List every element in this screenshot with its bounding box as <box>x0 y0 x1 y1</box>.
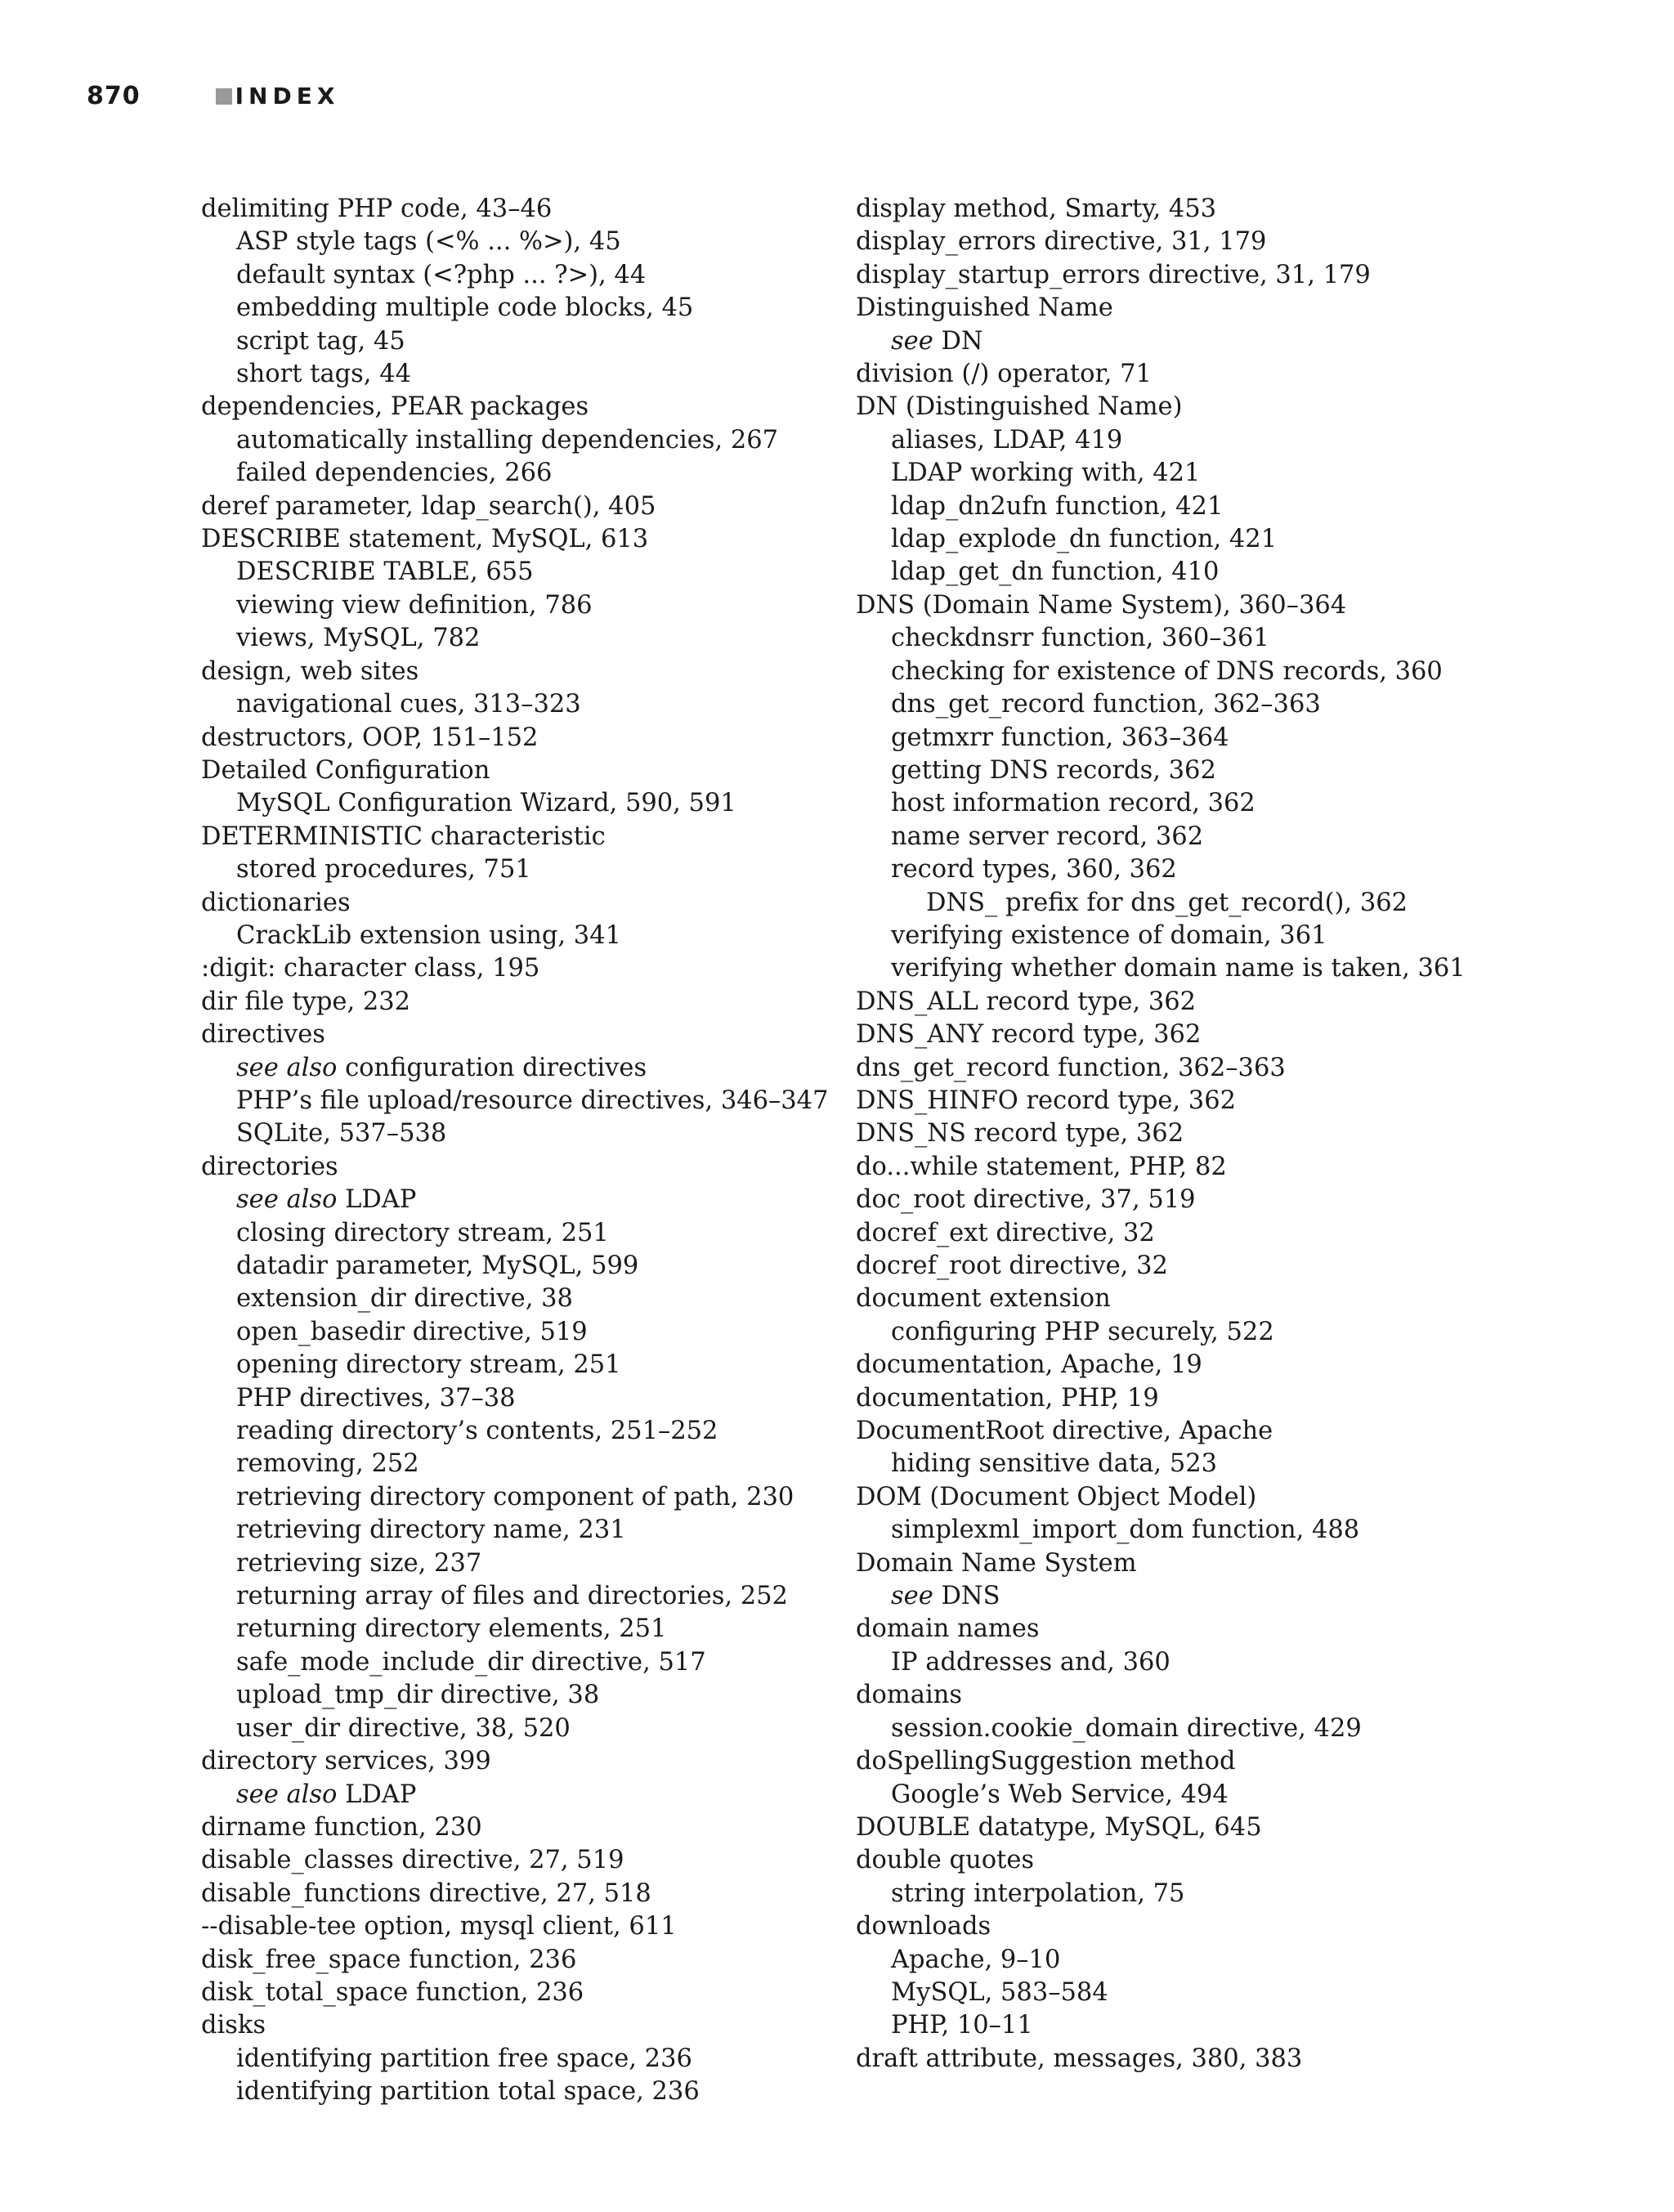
index-entry <box>201 490 863 523</box>
entry-text: destructors, OOP, 151–152 <box>201 723 539 752</box>
entry-text: simplexml_import_dom function, 488 <box>891 1516 1360 1545</box>
entry-text: session.cookie_domain directive, 429 <box>891 1713 1362 1743</box>
index-subentry <box>201 2043 863 2075</box>
entry-text: doc_root directive, 37, 519 <box>856 1185 1196 1215</box>
entry-text: Detailed Configuration <box>201 755 490 785</box>
entry-text: LDAP <box>337 1185 417 1215</box>
index-entry <box>201 952 863 985</box>
entry-text: do...while statement, PHP, 82 <box>856 1152 1227 1181</box>
index-entry <box>201 821 863 853</box>
index-subentry <box>201 259 863 292</box>
entry-text: getting DNS records, 362 <box>891 755 1216 785</box>
entry-text: LDAP working with, 421 <box>891 459 1201 488</box>
entry-text: display_errors directive, 31, 179 <box>856 227 1267 257</box>
entry-text: ldap_dn2ufn function, 421 <box>891 491 1224 521</box>
entry-text: delimiting PHP code, 43–46 <box>201 195 553 223</box>
entry-text: retrieving directory component of path, 230 <box>236 1482 794 1511</box>
index-subentry <box>201 853 863 886</box>
index-subentry <box>201 1052 863 1085</box>
index-entry <box>856 2043 1518 2075</box>
index-entry <box>201 1878 863 1910</box>
entry-text: string interpolation, 75 <box>891 1878 1185 1908</box>
entry-text: ldap_get_dn function, 410 <box>891 557 1220 587</box>
index-entry <box>856 1019 1518 1051</box>
index-subentry <box>201 2075 863 2108</box>
index-subentry <box>856 787 1518 820</box>
index-entry <box>201 193 863 226</box>
entry-text: returning directory elements, 251 <box>236 1614 667 1644</box>
index-entry <box>201 1977 863 2009</box>
entry-text: docref_root directive, 32 <box>856 1252 1168 1280</box>
index-subentry <box>856 1316 1518 1349</box>
index-subentry <box>856 688 1518 721</box>
index-subentry <box>856 457 1518 490</box>
index-subentry <box>201 1415 863 1448</box>
entry-text: short tags, 44 <box>236 360 412 389</box>
index-subentry <box>201 622 863 655</box>
index-entry <box>201 1844 863 1877</box>
entry-text: DNS_ANY record type, 362 <box>856 1020 1202 1050</box>
index-subentry <box>856 1779 1518 1811</box>
entry-text: dns_get_record function, 362–363 <box>891 690 1321 719</box>
entry-text: DNS_NS record type, 362 <box>856 1119 1184 1149</box>
entry-text: embedding multiple code blocks, 45 <box>236 293 694 323</box>
index-subentry <box>856 622 1518 655</box>
index-subentry <box>201 1448 863 1480</box>
index-subentry <box>201 920 863 952</box>
index-subentry <box>856 1977 1518 2009</box>
index-entry <box>201 1019 863 1051</box>
entry-text: PHP’s file upload/resource directives, 346–347 <box>236 1086 829 1115</box>
index-entry <box>856 1745 1518 1778</box>
index-entry <box>856 1250 1518 1283</box>
index-subentry <box>201 1646 863 1679</box>
index-subentry <box>856 920 1518 952</box>
index-subentry <box>856 424 1518 457</box>
entry-text: MySQL Configuration Wizard, 590, 591 <box>236 789 736 818</box>
index-subentry <box>856 887 1518 920</box>
entry-text: dns_get_record function, 362–363 <box>856 1053 1286 1082</box>
index-entry <box>201 887 863 920</box>
entry-text: Google’s Web Service, 494 <box>891 1780 1229 1809</box>
index-subentry <box>856 2009 1518 2042</box>
page-number: 870 <box>87 82 141 110</box>
index-entry <box>856 391 1518 423</box>
entry-text: disable_functions directive, 27, 518 <box>201 1878 651 1908</box>
entry-text: automatically installing dependencies, 267 <box>236 425 779 454</box>
index-entry <box>856 1613 1518 1646</box>
index-entry <box>856 1349 1518 1381</box>
entry-text: Apache, 9–10 <box>891 1945 1061 1974</box>
index-subentry <box>201 1779 863 1811</box>
entry-text: Domain Name System <box>856 1548 1137 1578</box>
entry-text: verifying existence of domain, 361 <box>891 920 1327 950</box>
index-column-left <box>201 193 863 2109</box>
index-entry <box>201 1811 863 1844</box>
index-subentry <box>201 1250 863 1283</box>
index-entry <box>856 1547 1518 1580</box>
index-subentry <box>201 1547 863 1580</box>
index-subentry <box>856 490 1518 523</box>
entry-text: removing, 252 <box>236 1449 419 1479</box>
entry-text: opening directory stream, 251 <box>236 1350 621 1380</box>
entry-text: Distinguished Name <box>856 293 1113 323</box>
entry-text: directory services, 399 <box>201 1747 491 1776</box>
index-entry <box>856 1117 1518 1150</box>
index-entry <box>201 2009 863 2042</box>
entry-text: dependencies, PEAR packages <box>201 392 589 422</box>
index-subentry <box>856 1944 1518 1977</box>
entry-text: documentation, Apache, 19 <box>856 1350 1202 1380</box>
entry-text: datadir parameter, MySQL, 599 <box>236 1252 639 1280</box>
index-entry <box>856 1481 1518 1514</box>
index-entry <box>856 1844 1518 1877</box>
entry-text: LDAP <box>337 1780 417 1809</box>
index-subentry <box>201 589 863 622</box>
entry-text: downloads <box>856 1912 991 1941</box>
index-subentry <box>201 1184 863 1216</box>
index-entry <box>201 1944 863 1977</box>
index-entry <box>856 1184 1518 1216</box>
index-subentry <box>201 424 863 457</box>
index-subentry <box>201 1085 863 1117</box>
index-subentry <box>856 325 1518 358</box>
index-entry <box>201 754 863 787</box>
header-bar-icon <box>216 88 232 105</box>
entry-text: documentation, PHP, 19 <box>856 1383 1159 1413</box>
index-subentry <box>856 1448 1518 1480</box>
index-subentry <box>856 1514 1518 1547</box>
entry-text: dir file type, 232 <box>201 987 411 1016</box>
index-entry <box>201 1910 863 1943</box>
index-subentry <box>201 556 863 589</box>
index-entry <box>856 358 1518 391</box>
entry-text: DocumentRoot directive, Apache <box>856 1417 1273 1446</box>
index-entry <box>856 1283 1518 1315</box>
entry-text: script tag, 45 <box>236 326 405 356</box>
entry-text: DN <box>933 326 983 356</box>
entry-text: safe_mode_include_dir directive, 517 <box>236 1647 706 1677</box>
index-subentry <box>856 754 1518 787</box>
index-entry <box>201 656 863 688</box>
index-subentry <box>201 1382 863 1415</box>
entry-text: display_startup_errors directive, 31, 179 <box>856 260 1371 289</box>
index-entry <box>856 1679 1518 1712</box>
cross-reference-label: see also <box>236 1053 338 1082</box>
entry-text: hiding sensitive data, 523 <box>891 1449 1218 1479</box>
entry-text: dictionaries <box>201 888 351 917</box>
entry-text: :digit: character class, 195 <box>201 954 540 983</box>
index-subentry <box>856 1580 1518 1613</box>
index-subentry <box>201 292 863 325</box>
index-subentry <box>201 1283 863 1315</box>
entry-text: navigational cues, 313–323 <box>236 690 581 719</box>
entry-text: disk_free_space function, 236 <box>201 1945 577 1974</box>
entry-text: directories <box>201 1152 338 1181</box>
index-subentry <box>856 853 1518 886</box>
index-subentry <box>856 722 1518 754</box>
index-subentry <box>201 787 863 820</box>
entry-text: disable_classes directive, 27, 519 <box>201 1846 624 1875</box>
index-subentry <box>856 556 1518 589</box>
entry-text: retrieving directory name, 231 <box>236 1516 626 1545</box>
index-entry <box>856 1217 1518 1250</box>
entry-text: views, MySQL, 782 <box>236 624 481 653</box>
index-subentry <box>201 1481 863 1514</box>
page-header <box>87 82 339 110</box>
index-subentry <box>856 1713 1518 1745</box>
index-subentry <box>201 325 863 358</box>
index-subentry <box>856 523 1518 556</box>
index-entry <box>856 1811 1518 1844</box>
index-entry <box>201 722 863 754</box>
index-entry <box>856 1052 1518 1085</box>
entry-text: DESCRIBE statement, MySQL, 613 <box>201 525 649 554</box>
index-subentry <box>856 821 1518 853</box>
index-entry <box>856 1085 1518 1117</box>
entry-text: dirname function, 230 <box>201 1812 482 1842</box>
entry-text: configuring PHP securely, 522 <box>891 1317 1274 1346</box>
entry-text: doSpellingSuggestion method <box>856 1747 1236 1776</box>
entry-text: double quotes <box>856 1846 1035 1875</box>
entry-text: disk_total_space function, 236 <box>201 1977 584 2007</box>
entry-text: DOUBLE datatype, MySQL, 645 <box>856 1812 1262 1842</box>
entry-text: closing directory stream, 251 <box>236 1218 609 1247</box>
index-entry <box>201 1151 863 1184</box>
index-entry <box>856 193 1518 226</box>
index-entry <box>201 986 863 1019</box>
index-subentry <box>201 688 863 721</box>
entry-text: DNS_ prefix for dns_get_record(), 362 <box>926 888 1408 917</box>
index-subentry <box>856 656 1518 688</box>
index-subentry <box>201 226 863 258</box>
entry-text: deref parameter, ldap_search(), 405 <box>201 491 656 521</box>
entry-text: failed dependencies, 266 <box>236 459 553 488</box>
index-subentry <box>201 1713 863 1745</box>
entry-text: IP addresses and, 360 <box>891 1647 1170 1677</box>
index-subentry <box>201 1613 863 1646</box>
entry-text: aliases, LDAP, 419 <box>891 425 1123 454</box>
entry-text: design, web sites <box>201 656 419 686</box>
entry-text: ldap_explode_dn function, 421 <box>891 525 1278 554</box>
entry-text: directives <box>201 1020 325 1050</box>
entry-text: DNS_ALL record type, 362 <box>856 987 1197 1016</box>
entry-text: checking for existence of DNS records, 360 <box>891 656 1443 686</box>
entry-text: MySQL, 583–584 <box>891 1977 1108 2007</box>
entry-text: CrackLib extension using, 341 <box>236 920 622 950</box>
index-entry <box>856 1415 1518 1448</box>
entry-text: DN (Distinguished Name) <box>856 392 1183 422</box>
index-subentry <box>856 952 1518 985</box>
index-subentry <box>201 1349 863 1381</box>
entry-text: --disable-tee option, mysql client, 611 <box>201 1912 677 1941</box>
entry-text: verifying whether domain name is taken, 361 <box>891 954 1466 983</box>
index-entry <box>856 259 1518 292</box>
index-entry <box>856 1382 1518 1415</box>
entry-text: extension_dir directive, 38 <box>236 1284 573 1314</box>
index-column-right <box>856 193 1518 2075</box>
entry-text: stored procedures, 751 <box>236 855 531 884</box>
index-entry <box>201 523 863 556</box>
entry-text: ASP style tags (<% ... %>), 45 <box>236 227 621 257</box>
cross-reference-label: see also <box>236 1185 338 1215</box>
index-subentry <box>201 1217 863 1250</box>
entry-text: DESCRIBE TABLE, 655 <box>236 557 534 587</box>
entry-text: DNS <box>933 1582 1000 1611</box>
index-subentry <box>201 1679 863 1712</box>
entry-text: upload_tmp_dir directive, 38 <box>236 1681 600 1710</box>
entry-text: name server record, 362 <box>891 822 1204 851</box>
entry-text: DNS (Domain Name System), 360–364 <box>856 590 1347 620</box>
index-subentry <box>201 1117 863 1150</box>
index-subentry <box>201 1316 863 1349</box>
index-entry <box>856 589 1518 622</box>
entry-text: document extension <box>856 1284 1111 1314</box>
entry-text: DNS_HINFO record type, 362 <box>856 1086 1237 1115</box>
cross-reference-label: see <box>891 1582 933 1611</box>
entry-text: user_dir directive, 38, 520 <box>236 1713 571 1743</box>
entry-text: PHP, 10–11 <box>891 2011 1033 2040</box>
index-subentry <box>201 457 863 490</box>
entry-text: open_basedir directive, 519 <box>236 1317 588 1346</box>
entry-text: DOM (Document Object Model) <box>856 1482 1257 1511</box>
index-subentry <box>856 1878 1518 1910</box>
entry-text: disks <box>201 2011 266 2040</box>
entry-text: domain names <box>856 1614 1040 1644</box>
entry-text: viewing view definition, 786 <box>236 590 593 620</box>
index-entry <box>856 226 1518 258</box>
index-entry <box>856 1151 1518 1184</box>
index-entry <box>856 986 1518 1019</box>
entry-text: identifying partition free space, 236 <box>236 2044 692 2073</box>
entry-text: default syntax (<?php ... ?>), 44 <box>236 260 647 289</box>
index-entry <box>201 1745 863 1778</box>
entry-text: configuration directives <box>337 1053 647 1082</box>
entry-text: display method, Smarty, 453 <box>856 195 1217 223</box>
index-subentry <box>856 1646 1518 1679</box>
entry-text: draft attribute, messages, 380, 383 <box>856 2044 1303 2073</box>
index-entry <box>201 391 863 423</box>
index-subentry <box>201 1514 863 1547</box>
section-title: INDEX <box>235 83 340 110</box>
index-entry <box>856 292 1518 325</box>
cross-reference-label: see also <box>236 1780 338 1809</box>
index-subentry <box>201 1580 863 1613</box>
index-subentry <box>201 358 863 391</box>
entry-text: checkdnsrr function, 360–361 <box>891 624 1269 653</box>
entry-text: returning array of files and directories, 252 <box>236 1582 788 1611</box>
entry-text: record types, 360, 362 <box>891 855 1177 884</box>
entry-text: domains <box>856 1681 963 1710</box>
entry-text: identifying partition total space, 236 <box>236 2077 700 2107</box>
entry-text: retrieving size, 237 <box>236 1548 482 1578</box>
entry-text: SQLite, 537–538 <box>236 1119 447 1149</box>
entry-text: getmxrr function, 363–364 <box>891 723 1229 752</box>
cross-reference-label: see <box>891 326 933 356</box>
entry-text: reading directory’s contents, 251–252 <box>236 1417 718 1446</box>
index-entry <box>856 1910 1518 1943</box>
entry-text: DETERMINISTIC characteristic <box>201 822 606 851</box>
entry-text: docref_ext directive, 32 <box>856 1218 1155 1247</box>
entry-text: division (/) operator, 71 <box>856 360 1152 389</box>
entry-text: host information record, 362 <box>891 789 1256 818</box>
entry-text: PHP directives, 37–38 <box>236 1383 516 1413</box>
